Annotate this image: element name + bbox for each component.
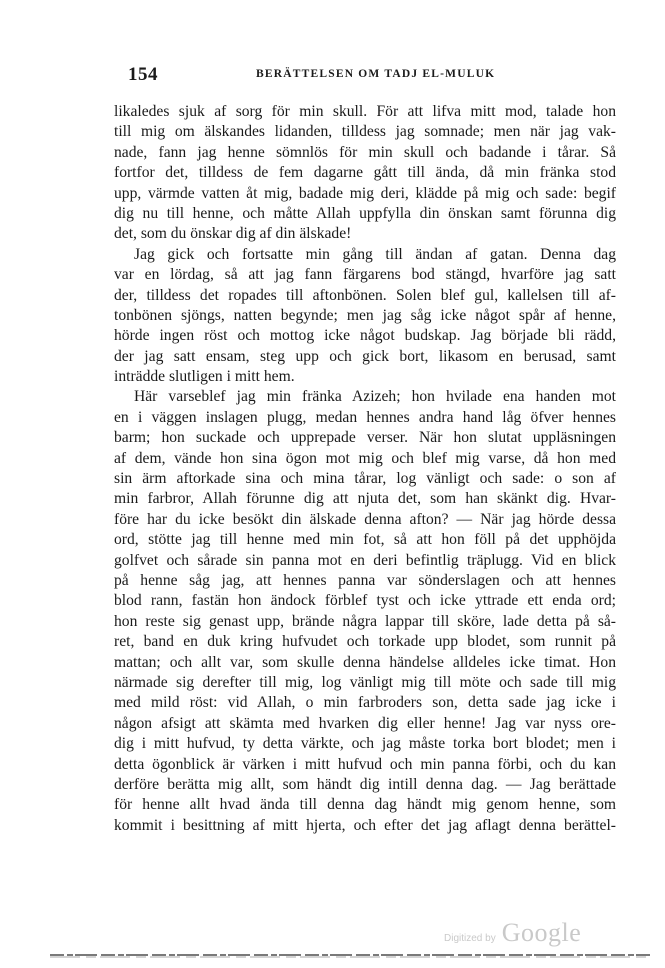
- text-line: der, tilldess det ropades till aftonbönen. Solen blef gul, kallelsen till af-: [114, 286, 616, 304]
- text-line: en i väggen inslagen plugg, medan hennes andra hand låg öfver hennes: [114, 408, 616, 426]
- text-line: på henne såg jag, att hennes panna var sönderslagen och att hennes: [114, 571, 616, 589]
- text-line: af dem, vände hon sina ögon mot mig och blef mig varse, då hon med: [114, 449, 616, 467]
- text-line: upp, värmde vatten åt mig, badade mig deri, klädde på mig och sade: begif: [114, 184, 616, 202]
- running-title: BERÄTTELSEN OM TADJ EL-MULUK: [256, 68, 496, 80]
- text-line: kommit i besittning af mitt hjerta, och efter det jag aflagt denna berättel-: [114, 816, 616, 834]
- text-line: golfvet och sårade sin panna mot en deri befintlig träplugg. Vid en blick: [114, 551, 616, 569]
- text-line: fortfor det, tilldess de fem dagarne gått till ända, då min fränka stod: [114, 164, 616, 182]
- text-line: derföre berätta mig allt, som händt dig intill denna dag. — Jag berättade: [114, 775, 616, 793]
- text-line: sin ärm aftorkade sina och mina tårar, log vänligt och sade: o son af: [114, 470, 616, 488]
- text-line: någon afsigt att skämta med hvarken dig eller henne! Jag var nyss ore-: [114, 714, 616, 732]
- digitized-watermark: [444, 918, 581, 954]
- text-line: inträdde slutligen i mitt hem.: [114, 368, 295, 386]
- running-head: [128, 64, 616, 90]
- text-line: före har du icke besökt din älskade denna afton? — När jag hörde dessa: [114, 510, 616, 528]
- text-line: hörde ingen röst och mottog icke något budskap. Jag började bli rädd,: [114, 327, 616, 345]
- text-line: med mild röst: vid Allah, o min farbroders son, detta sade jag icke i: [114, 694, 616, 712]
- text-line: hon reste sig genast upp, brände några lappar till sköre, lade detta på så-: [114, 612, 616, 630]
- text-line: nade, fann jag henne sömnlös för min skull och badande i tårar. Så: [114, 143, 616, 161]
- text-line: detta ögonblick är värken i mitt hufvud och min panna förbi, och du kan: [114, 755, 616, 773]
- page-number: 154: [128, 64, 158, 85]
- text-line: för henne allt hvad ända till denna dag händt mig genom henne, som: [114, 796, 616, 814]
- scan-edge-rule: [50, 950, 650, 958]
- text-line: till mig om älskandes lidanden, tilldess jag somnade; men när jag vak-: [114, 123, 616, 141]
- text-line: blod rann, fastän hon ändock förblef tyst och icke yttrade ett enda ord;: [114, 592, 616, 610]
- text-line: barm; hon suckade och upprepade verser. När hon slutat uppläsningen: [114, 429, 616, 447]
- text-line: dig nu till henne, och måtte Allah uppfylla din önskan samt förunna dig: [114, 204, 616, 222]
- text-line: Jag gick och fortsatte min gång till ändan af gatan. Denna dag: [134, 245, 616, 263]
- text-line: tonbönen sjöngs, natten begynde; men jag såg icke något spår af henne,: [114, 306, 616, 324]
- text-line: ord, stötte jag till henne med min fot, så att hon föll på det upphöjda: [114, 531, 616, 549]
- text-line: mattan; och allt var, som skulle denna händelse alldeles icke timat. Hon: [114, 653, 616, 671]
- text-line: likaledes sjuk af sorg för min skull. För att lifva mitt mod, talade hon: [114, 103, 616, 120]
- body-text: [114, 102, 616, 836]
- text-line: der jag satt ensam, steg upp och gick bort, likasom en berusad, samt: [114, 347, 616, 365]
- text-line: det, som du önskar dig af din älskade!: [114, 225, 352, 243]
- text-line: dig i mitt hufvud, ty detta värkte, och jag måste torka bort blodet; men i: [114, 735, 616, 753]
- text-line: Här varseblef jag min fränka Azizeh; hon hvilade ena handen mot: [134, 388, 616, 406]
- text-line: min farbror, Allah förunne dig att njuta det, som han skänkt dig. Hvar-: [114, 490, 616, 508]
- google-logo: Google: [501, 918, 582, 947]
- text-line: var en lördag, så att jag fann färgarens bod stängd, hvarföre jag satt: [114, 266, 616, 284]
- text-line: ret, band en duk kring hufvudet och torkade upp blodet, som runnit på: [114, 633, 616, 651]
- text-line: närmade sig derefter till mig, log vänligt mig till möte och sade till mig: [114, 673, 616, 691]
- watermark-prefix: Digitized by: [444, 933, 496, 944]
